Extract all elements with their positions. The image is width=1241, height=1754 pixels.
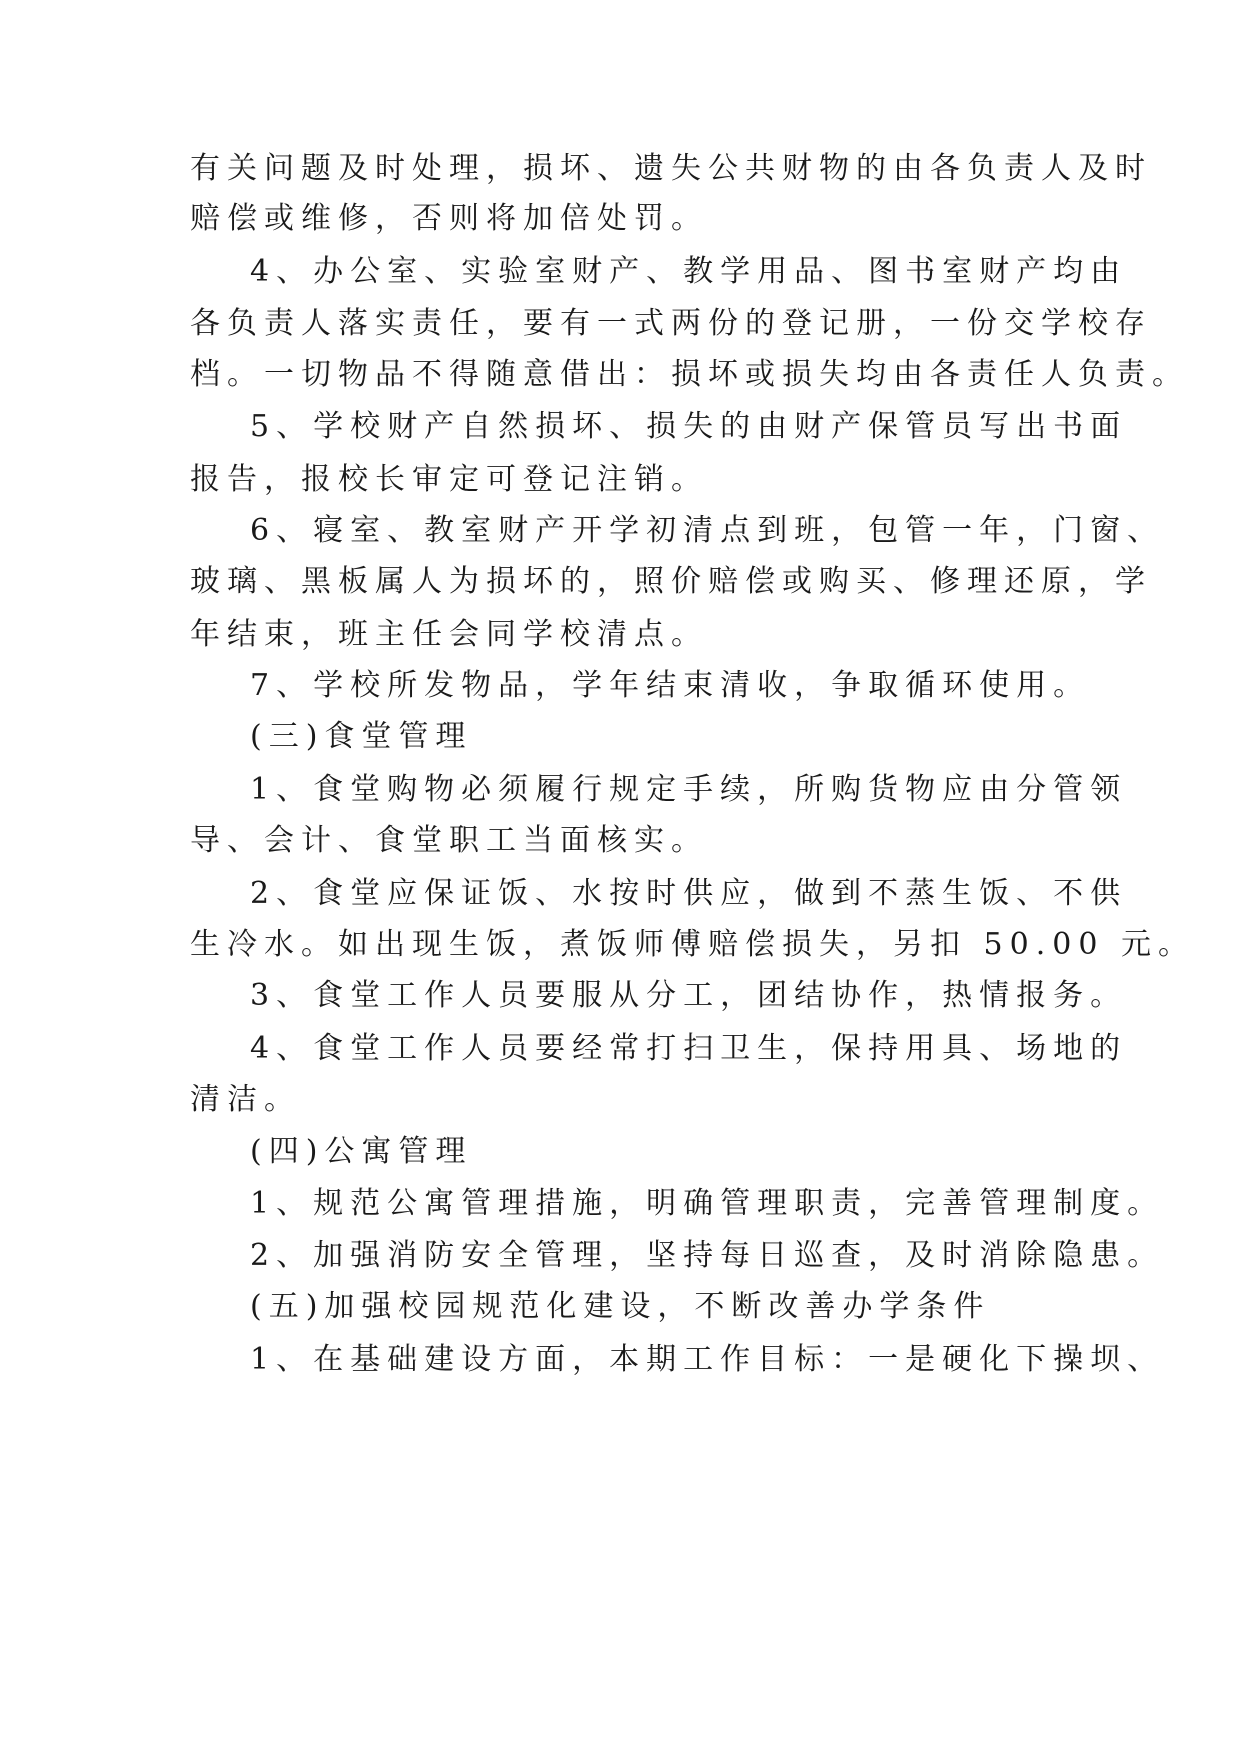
text-line: 有关问题及时处理，损坏、遗失公共财物的由各负责人及时 xyxy=(190,151,1152,186)
text-line: 报告，报校长审定可登记注销。 xyxy=(190,462,708,497)
text-line: 1、规范公寓管理措施，明确管理职责，完善管理制度。 xyxy=(250,1186,1165,1221)
text-line: 3、食堂工作人员要服从分工，团结协作，热情报务。 xyxy=(250,978,1128,1013)
text-line: 年结束，班主任会同学校清点。 xyxy=(190,617,708,652)
text-line: 2、加强消防安全管理，坚持每日巡查，及时消除隐患。 xyxy=(250,1238,1165,1273)
text-line: 导、会计、食堂职工当面核实。 xyxy=(190,823,708,858)
text-line: 1、在基础建设方面，本期工作目标：一是硬化下操坝、 xyxy=(250,1342,1165,1377)
text-line: 赔偿或维修，否则将加倍处罚。 xyxy=(190,201,708,236)
text-line: 6、寝室、教室财产开学初清点到班，包管一年，门窗、 xyxy=(250,513,1165,548)
text-line: 玻璃、黑板属人为损坏的，照价赔偿或购买、修理还原，学 xyxy=(190,564,1152,599)
text-line: 清洁。 xyxy=(190,1082,301,1117)
section-heading: (三)食堂管理 xyxy=(250,719,473,754)
text-line: 1、食堂购物必须履行规定手续，所购货物应由分管领 xyxy=(250,772,1128,807)
section-heading: (四)公寓管理 xyxy=(250,1134,473,1169)
text-line: 4、食堂工作人员要经常打扫卫生，保持用具、场地的 xyxy=(250,1031,1128,1066)
text-line: 2、食堂应保证饭、水按时供应，做到不蒸生饭、不供 xyxy=(250,876,1128,911)
text-line: 5、学校财产自然损坏、损失的由财产保管员写出书面 xyxy=(250,409,1128,444)
text-line: 生冷水。如出现生饭，煮饭师傅赔偿损失，另扣 50.00 元。 xyxy=(190,927,1195,962)
text-line: 档。一切物品不得随意借出：损坏或损失均由各责任人负责。 xyxy=(190,357,1189,392)
text-line: 7、学校所发物品，学年结束清收，争取循环使用。 xyxy=(250,668,1091,703)
text-line: 各负责人落实责任，要有一式两份的登记册，一份交学校存 xyxy=(190,306,1152,341)
text-line: 4、办公室、实验室财产、教学用品、图书室财产均由 xyxy=(250,254,1128,289)
section-heading: (五)加强校园规范化建设，不断改善办学条件 xyxy=(250,1289,991,1324)
